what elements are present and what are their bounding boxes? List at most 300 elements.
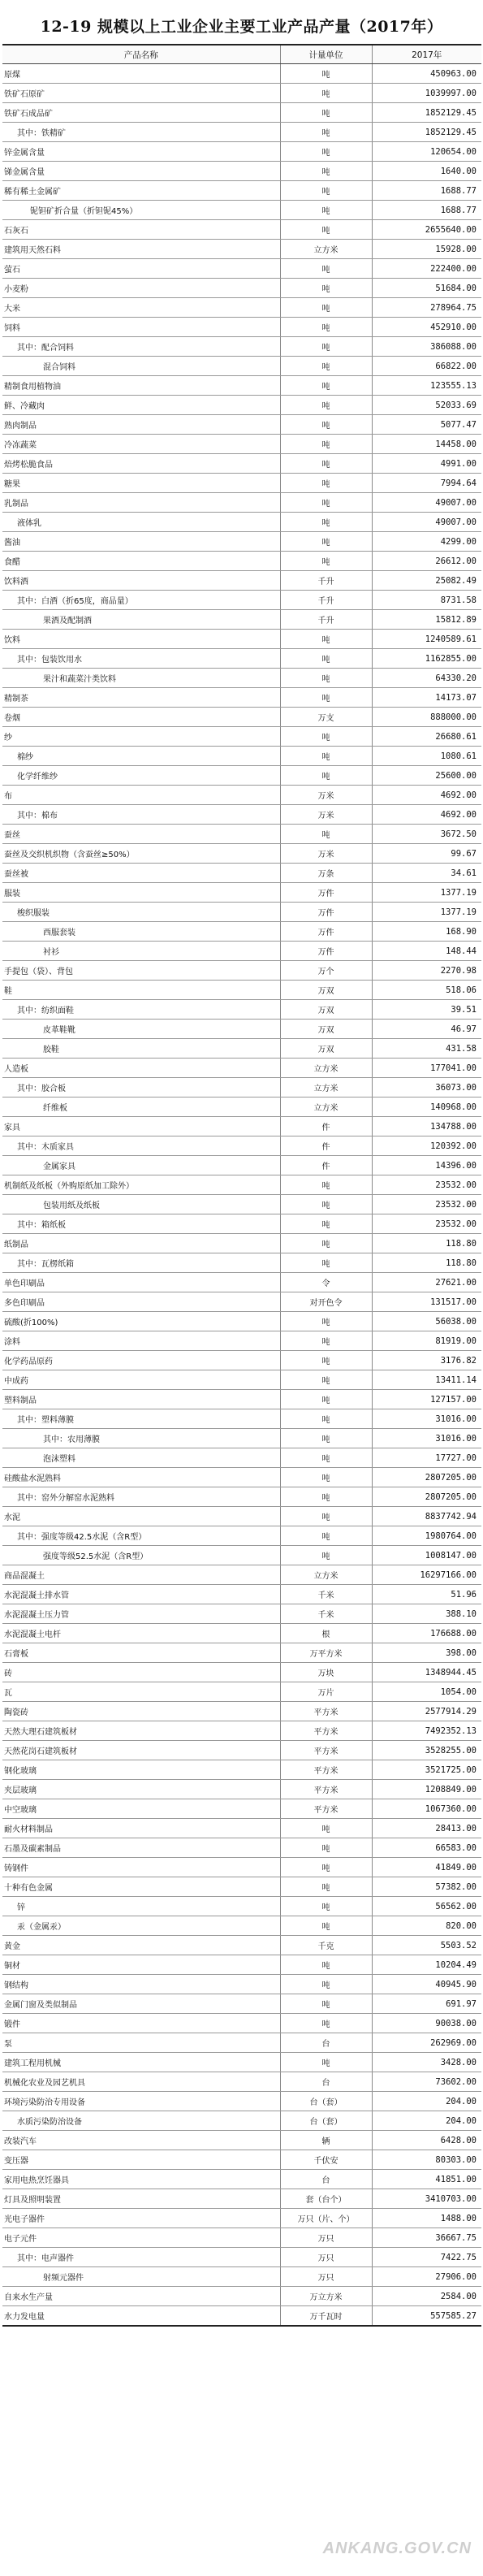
value-cell: 1688.77 [372, 181, 481, 201]
value-cell: 14173.07 [372, 688, 481, 708]
product-name-cell: 其中：窑外分解窑水泥熟料 [2, 1487, 280, 1507]
product-name-cell: 天然大理石建筑板材 [2, 1721, 280, 1741]
product-name-cell: 陶瓷砖 [2, 1702, 280, 1721]
table-row [2, 1078, 481, 1098]
table-row [2, 688, 481, 708]
unit-cell: 万条 [280, 864, 372, 883]
table-row [2, 1273, 481, 1292]
unit-cell: 立方米 [280, 1078, 372, 1098]
table-row [2, 1721, 481, 1741]
product-name-cell: 包装用纸及纸板 [2, 1195, 280, 1214]
product-name-cell: 家具 [2, 1117, 280, 1136]
product-name-cell: 钢化玻璃 [2, 1760, 280, 1780]
unit-cell: 对开色令 [280, 1292, 372, 1312]
unit-cell: 吨 [280, 162, 372, 181]
table-row [2, 1331, 481, 1351]
value-cell: 557585.27 [372, 2306, 481, 2327]
table-row [2, 2131, 481, 2150]
unit-cell: 台（套） [280, 2092, 372, 2111]
table-row [2, 649, 481, 669]
value-cell: 398.00 [372, 1643, 481, 1663]
unit-cell: 吨 [280, 1487, 372, 1507]
unit-cell: 吨 [280, 415, 372, 435]
table-row [2, 1175, 481, 1195]
unit-cell: 吨 [280, 1390, 372, 1409]
table-row [2, 513, 481, 532]
table-row [2, 1156, 481, 1175]
unit-cell: 吨 [280, 1877, 372, 1897]
product-name-cell: 其中：配合饲料 [2, 337, 280, 357]
table-row [2, 240, 481, 259]
product-name-cell: 蚕丝 [2, 825, 280, 844]
value-cell: 134788.00 [372, 1117, 481, 1136]
table-row [2, 1897, 481, 1916]
value-cell: 27906.00 [372, 2267, 481, 2287]
product-name-cell: 铁矿石成品矿 [2, 103, 280, 123]
value-cell: 99.67 [372, 844, 481, 864]
product-name-cell: 蚕丝被 [2, 864, 280, 883]
table-row [2, 1877, 481, 1897]
unit-cell: 辆 [280, 2131, 372, 2150]
value-cell: 2584.00 [372, 2287, 481, 2306]
unit-cell: 立方米 [280, 1059, 372, 1078]
product-name-cell: 梭织服装 [2, 903, 280, 922]
table-row [2, 162, 481, 181]
unit-cell: 万双 [280, 1020, 372, 1039]
value-cell: 13411.14 [372, 1370, 481, 1390]
product-name-cell: 塑料制品 [2, 1390, 280, 1409]
unit-cell: 万只（片、个） [280, 2209, 372, 2228]
table-row [2, 454, 481, 474]
unit-cell: 吨 [280, 493, 372, 513]
value-cell: 80303.00 [372, 2150, 481, 2170]
product-name-cell: 泡沫塑料 [2, 1448, 280, 1468]
table-row [2, 2209, 481, 2228]
unit-cell: 台 [280, 2170, 372, 2189]
product-name-cell: 金属门窗及类似制品 [2, 1994, 280, 2014]
product-name-cell: 其中：电声器件 [2, 2248, 280, 2267]
value-cell: 1348944.45 [372, 1663, 481, 1682]
table-row [2, 2248, 481, 2267]
product-name-cell: 卷烟 [2, 708, 280, 727]
product-name-cell: 果汁和蔬菜汁类饮料 [2, 669, 280, 688]
product-name-cell: 商品混凝土 [2, 1565, 280, 1585]
product-name-cell: 其中：铁精矿 [2, 123, 280, 142]
value-cell: 25082.49 [372, 571, 481, 591]
value-cell: 450963.00 [372, 64, 481, 84]
value-cell: 262969.00 [372, 2033, 481, 2053]
value-cell: 51684.00 [372, 279, 481, 298]
table-row [2, 1975, 481, 1994]
product-name-cell: 鲜、冷藏肉 [2, 396, 280, 415]
table-row [2, 415, 481, 435]
product-name-cell: 其中：塑料薄膜 [2, 1409, 280, 1429]
unit-cell: 吨 [280, 454, 372, 474]
value-cell: 1377.19 [372, 883, 481, 903]
unit-cell: 吨 [280, 1916, 372, 1936]
value-cell: 4692.00 [372, 805, 481, 825]
table-row [2, 1429, 481, 1448]
product-name-cell: 蚕丝及交织机织物（含蚕丝≥50%） [2, 844, 280, 864]
table-row [2, 2306, 481, 2327]
unit-cell: 根 [280, 1624, 372, 1643]
unit-cell: 万件 [280, 903, 372, 922]
table-row [2, 922, 481, 942]
unit-cell: 万双 [280, 1000, 372, 1020]
unit-cell: 吨 [280, 747, 372, 766]
product-name-cell: 其中：棉布 [2, 805, 280, 825]
table-row [2, 220, 481, 240]
value-cell: 39.51 [372, 1000, 481, 1020]
table-row [2, 1390, 481, 1409]
table-row [2, 1351, 481, 1370]
table-row [2, 493, 481, 513]
value-cell: 56562.00 [372, 1897, 481, 1916]
product-name-cell: 衬衫 [2, 942, 280, 961]
value-cell: 176688.00 [372, 1624, 481, 1643]
value-cell: 1080.61 [372, 747, 481, 766]
table-row [2, 376, 481, 396]
value-cell: 10204.49 [372, 1955, 481, 1975]
value-cell: 118.80 [372, 1253, 481, 1273]
unit-cell: 吨 [280, 357, 372, 376]
table-row [2, 1838, 481, 1858]
product-name-cell: 果酒及配制酒 [2, 610, 280, 630]
unit-cell: 千米 [280, 1604, 372, 1624]
unit-cell: 吨 [280, 1546, 372, 1565]
value-cell: 15928.00 [372, 240, 481, 259]
table-row [2, 2053, 481, 2072]
table-row [2, 532, 481, 552]
value-cell: 1008147.00 [372, 1546, 481, 1565]
production-table [2, 44, 481, 2327]
product-name-cell: 灯具及照明装置 [2, 2189, 280, 2209]
product-name-cell: 锌金属含量 [2, 142, 280, 162]
unit-cell: 吨 [280, 1448, 372, 1468]
product-name-cell: 钢结构 [2, 1975, 280, 1994]
unit-cell: 吨 [280, 123, 372, 142]
value-cell: 4299.00 [372, 532, 481, 552]
table-title: 12-19 规模以上工业企业主要工业产品产量（2017年） [40, 18, 443, 36]
value-cell: 1162855.00 [372, 649, 481, 669]
product-name-cell: 单色印刷品 [2, 1273, 280, 1292]
table-row [2, 1741, 481, 1760]
product-name-cell: 纱 [2, 727, 280, 747]
table-row [2, 181, 481, 201]
unit-cell: 万片 [280, 1682, 372, 1702]
unit-cell: 吨 [280, 688, 372, 708]
value-cell: 7994.64 [372, 474, 481, 493]
product-name-cell: 混合饲料 [2, 357, 280, 376]
table-row [2, 981, 481, 1000]
value-cell: 15812.89 [372, 610, 481, 630]
product-name-cell: 胶鞋 [2, 1039, 280, 1059]
unit-cell: 吨 [280, 513, 372, 532]
value-cell: 452910.00 [372, 318, 481, 337]
table-row [2, 396, 481, 415]
unit-cell: 吨 [280, 727, 372, 747]
table-row [2, 1098, 481, 1117]
product-name-cell: 十种有色金属 [2, 1877, 280, 1897]
value-cell: 27621.00 [372, 1273, 481, 1292]
unit-cell: 件 [280, 1136, 372, 1156]
unit-cell: 吨 [280, 396, 372, 415]
product-name-cell: 饲料 [2, 318, 280, 337]
product-name-cell: 涂料 [2, 1331, 280, 1351]
table-row [2, 1253, 481, 1273]
value-cell: 6428.00 [372, 2131, 481, 2150]
unit-cell: 万双 [280, 1039, 372, 1059]
value-cell: 31016.00 [372, 1409, 481, 1429]
value-cell: 51.96 [372, 1585, 481, 1604]
unit-cell: 套（台个） [280, 2189, 372, 2209]
value-cell: 1054.00 [372, 1682, 481, 1702]
unit-cell: 万块 [280, 1663, 372, 1682]
table-row [2, 318, 481, 337]
product-name-cell: 金属家具 [2, 1156, 280, 1175]
unit-cell: 台（套） [280, 2111, 372, 2131]
value-cell: 5503.52 [372, 1936, 481, 1955]
table-header-row [2, 45, 481, 64]
value-cell: 66822.00 [372, 357, 481, 376]
product-name-cell: 饮料酒 [2, 571, 280, 591]
value-cell: 64330.20 [372, 669, 481, 688]
unit-cell: 千升 [280, 610, 372, 630]
unit-cell: 千升 [280, 591, 372, 610]
value-cell: 120392.00 [372, 1136, 481, 1156]
product-name-cell: 服装 [2, 883, 280, 903]
unit-cell: 台 [280, 2033, 372, 2053]
value-cell: 148.44 [372, 942, 481, 961]
value-cell: 90038.00 [372, 2014, 481, 2033]
table-row [2, 2228, 481, 2248]
product-name-cell: 西服套装 [2, 922, 280, 942]
product-name-cell: 其中：强度等级42.5水泥（含R型） [2, 1526, 280, 1546]
table-row [2, 259, 481, 279]
value-cell: 2807205.00 [372, 1468, 481, 1487]
value-cell: 386088.00 [372, 337, 481, 357]
table-row [2, 103, 481, 123]
value-cell: 204.00 [372, 2111, 481, 2131]
value-cell: 4692.00 [372, 786, 481, 805]
unit-cell: 吨 [280, 1175, 372, 1195]
unit-cell: 令 [280, 1273, 372, 1292]
table-row [2, 2033, 481, 2053]
product-name-cell: 布 [2, 786, 280, 805]
table-row [2, 864, 481, 883]
value-cell: 8837742.94 [372, 1507, 481, 1526]
value-cell: 140968.00 [372, 1098, 481, 1117]
table-row [2, 1994, 481, 2014]
product-name-cell: 射频元器件 [2, 2267, 280, 2287]
value-cell: 691.97 [372, 1994, 481, 2014]
value-cell: 41851.00 [372, 2170, 481, 2189]
value-cell: 2807205.00 [372, 1487, 481, 1507]
product-name-cell: 石灰石 [2, 220, 280, 240]
product-name-cell: 水泥混凝土电杆 [2, 1624, 280, 1643]
product-name-cell: 其中：纺织面鞋 [2, 1000, 280, 1020]
product-name-cell: 棉纱 [2, 747, 280, 766]
table-row [2, 435, 481, 454]
product-name-cell: 铜材 [2, 1955, 280, 1975]
table-row [2, 766, 481, 786]
product-name-cell: 食醋 [2, 552, 280, 571]
value-cell: 3176.82 [372, 1351, 481, 1370]
product-name-cell: 其中：箱纸板 [2, 1214, 280, 1234]
value-cell: 3521725.00 [372, 1760, 481, 1780]
product-name-cell: 汞（金属汞） [2, 1916, 280, 1936]
value-cell: 1488.00 [372, 2209, 481, 2228]
value-cell: 222400.00 [372, 259, 481, 279]
value-cell: 518.06 [372, 981, 481, 1000]
unit-cell: 吨 [280, 669, 372, 688]
product-name-cell: 乳制品 [2, 493, 280, 513]
value-cell: 888000.00 [372, 708, 481, 727]
value-cell: 28413.00 [372, 1819, 481, 1838]
product-name-cell: 精制茶 [2, 688, 280, 708]
unit-cell: 吨 [280, 1838, 372, 1858]
unit-cell: 吨 [280, 318, 372, 337]
unit-cell: 吨 [280, 1312, 372, 1331]
unit-cell: 台 [280, 2072, 372, 2092]
value-cell: 1852129.45 [372, 103, 481, 123]
table-row [2, 1760, 481, 1780]
unit-cell: 吨 [280, 630, 372, 649]
value-cell: 8731.58 [372, 591, 481, 610]
product-name-cell: 糖果 [2, 474, 280, 493]
product-name-cell: 天然花岗石建筑板材 [2, 1741, 280, 1760]
unit-cell: 吨 [280, 1429, 372, 1448]
unit-cell: 吨 [280, 1507, 372, 1526]
table-row [2, 961, 481, 981]
table-row [2, 1234, 481, 1253]
product-name-cell: 黄金 [2, 1936, 280, 1955]
product-name-cell: 焙烤松脆食品 [2, 454, 280, 474]
value-cell: 3428.00 [372, 2053, 481, 2072]
value-cell: 5077.47 [372, 415, 481, 435]
unit-cell: 吨 [280, 376, 372, 396]
table-row [2, 1604, 481, 1624]
table-row [2, 903, 481, 922]
product-name-cell: 强度等级52.5水泥（含R型） [2, 1546, 280, 1565]
product-name-cell: 其中：包装饮用水 [2, 649, 280, 669]
unit-cell: 吨 [280, 1975, 372, 1994]
value-cell: 34.61 [372, 864, 481, 883]
value-cell: 1852129.45 [372, 123, 481, 142]
unit-cell: 吨 [280, 201, 372, 220]
value-cell: 1377.19 [372, 903, 481, 922]
table-row [2, 591, 481, 610]
table-row [2, 2072, 481, 2092]
value-cell: 118.80 [372, 1234, 481, 1253]
product-name-cell: 锻件 [2, 2014, 280, 2033]
value-cell: 56038.00 [372, 1312, 481, 1331]
unit-cell: 吨 [280, 142, 372, 162]
unit-cell: 吨 [280, 1331, 372, 1351]
table-row [2, 1136, 481, 1156]
table-row [2, 1507, 481, 1526]
unit-cell: 吨 [280, 1468, 372, 1487]
value-cell: 23532.00 [372, 1175, 481, 1195]
unit-cell: 平方米 [280, 1741, 372, 1760]
table-row [2, 201, 481, 220]
unit-cell: 千米 [280, 1585, 372, 1604]
unit-cell: 吨 [280, 1858, 372, 1877]
unit-cell: 万支 [280, 708, 372, 727]
value-cell: 31016.00 [372, 1429, 481, 1448]
product-name-cell: 鞋 [2, 981, 280, 1000]
value-cell: 14458.00 [372, 435, 481, 454]
unit-cell: 万只 [280, 2267, 372, 2287]
unit-cell: 吨 [280, 766, 372, 786]
unit-cell: 吨 [280, 181, 372, 201]
table-row [2, 1546, 481, 1565]
unit-cell: 件 [280, 1156, 372, 1175]
unit-cell: 万米 [280, 844, 372, 864]
product-name-cell: 耐火材料制品 [2, 1819, 280, 1838]
table-row [2, 1682, 481, 1702]
value-cell: 7422.75 [372, 2248, 481, 2267]
product-name-cell: 铁矿石原矿 [2, 84, 280, 103]
table-row [2, 883, 481, 903]
unit-cell: 吨 [280, 220, 372, 240]
unit-cell: 吨 [280, 1214, 372, 1234]
product-name-cell: 纤维板 [2, 1098, 280, 1117]
unit-cell: 平方米 [280, 1760, 372, 1780]
table-row [2, 1526, 481, 1546]
table-row [2, 1000, 481, 1020]
table-row [2, 825, 481, 844]
table-row [2, 805, 481, 825]
unit-cell: 千升 [280, 571, 372, 591]
value-cell: 81919.00 [372, 1331, 481, 1351]
product-name-cell: 电子元件 [2, 2228, 280, 2248]
unit-cell: 吨 [280, 298, 372, 318]
unit-cell: 吨 [280, 1195, 372, 1214]
table-row [2, 1858, 481, 1877]
table-row [2, 1487, 481, 1507]
value-cell: 388.10 [372, 1604, 481, 1624]
value-cell: 73602.00 [372, 2072, 481, 2092]
value-cell: 26680.61 [372, 727, 481, 747]
product-name-cell: 酱油 [2, 532, 280, 552]
value-cell: 120654.00 [372, 142, 481, 162]
unit-cell: 万个 [280, 961, 372, 981]
product-name-cell: 锑金属含量 [2, 162, 280, 181]
product-name-cell: 自来水生产量 [2, 2287, 280, 2306]
table-row [2, 298, 481, 318]
product-name-cell: 原煤 [2, 64, 280, 84]
value-cell: 57382.00 [372, 1877, 481, 1897]
product-name-cell: 变压器 [2, 2150, 280, 2170]
value-cell: 3410703.00 [372, 2189, 481, 2209]
value-cell: 820.00 [372, 1916, 481, 1936]
value-cell: 278964.75 [372, 298, 481, 318]
value-cell: 66583.00 [372, 1838, 481, 1858]
value-cell: 4991.00 [372, 454, 481, 474]
product-name-cell: 夹层玻璃 [2, 1780, 280, 1799]
table-row [2, 552, 481, 571]
product-name-cell: 泵 [2, 2033, 280, 2053]
unit-cell: 万双 [280, 981, 372, 1000]
table-row [2, 1059, 481, 1078]
product-name-cell: 水泥 [2, 1507, 280, 1526]
value-cell: 3672.50 [372, 825, 481, 844]
product-name-cell: 大米 [2, 298, 280, 318]
unit-cell: 吨 [280, 825, 372, 844]
unit-cell: 万只 [280, 2248, 372, 2267]
table-row [2, 2189, 481, 2209]
